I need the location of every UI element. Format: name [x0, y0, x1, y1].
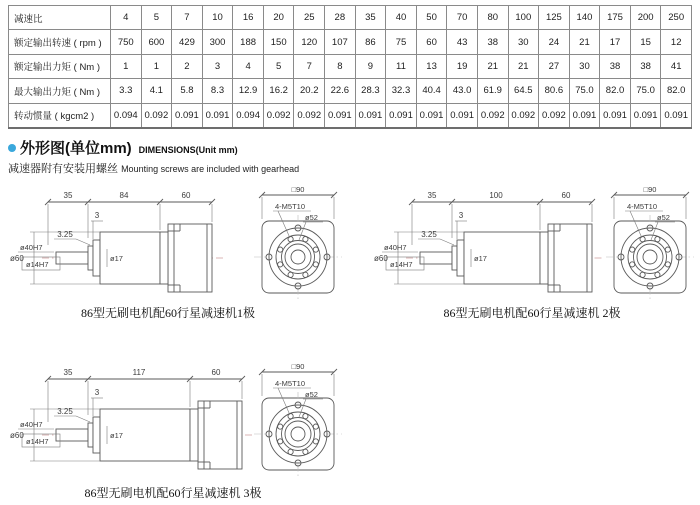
table-cell: 150 — [263, 30, 294, 54]
dim-body-dia-2: ø60 — [374, 254, 388, 263]
table-cell: 30 — [569, 54, 600, 78]
dim-gearbox-length-3: 117 — [132, 368, 146, 377]
dimensions-section-header — [8, 137, 428, 176]
table-cell: 64.5 — [508, 79, 539, 103]
table-cell: 70 — [447, 6, 478, 30]
table-cell: 0.091 — [569, 103, 600, 128]
row-label: 最大输出力矩 ( Nm ) — [9, 79, 111, 103]
table-cell: 0.092 — [294, 103, 325, 128]
dim-step-2: 3 — [458, 211, 464, 220]
table-cell: 100 — [508, 6, 539, 30]
table-cell: 75 — [386, 30, 417, 54]
table-cell: 0.091 — [630, 103, 661, 128]
row-label: 转动惯量 ( kgcm2 ) — [9, 103, 111, 128]
dim-square-3: □90 — [291, 362, 305, 371]
table-cell: 0.092 — [263, 103, 294, 128]
dim-hub-dia-2: ø40H7 — [384, 243, 407, 252]
spec-table-body — [9, 6, 692, 128]
table-cell: 12 — [661, 30, 692, 54]
drawing-caption-2: 86型无刷电机配60行星减速机 2极 — [443, 306, 621, 320]
table-cell: 75.0 — [630, 79, 661, 103]
dim-body-dia-1: ø60 — [10, 254, 24, 263]
table-cell: 0.092 — [539, 103, 570, 128]
table-cell: 12.9 — [233, 79, 264, 103]
table-cell: 22.6 — [325, 79, 356, 103]
dim-screws-1: 4-M5T10 — [275, 202, 306, 211]
table-cell: 0.091 — [386, 103, 417, 128]
table-cell: 140 — [569, 6, 600, 30]
table-cell: 0.091 — [416, 103, 447, 128]
table-cell: 0.094 — [233, 103, 264, 128]
dim-gearbox-length-1: 84 — [119, 191, 129, 200]
dim-square-1: □90 — [291, 185, 305, 194]
table-cell: 30 — [508, 30, 539, 54]
table-cell: 32.3 — [386, 79, 417, 103]
dim-pcd-2: ø52 — [657, 213, 670, 222]
table-cell: 429 — [172, 30, 203, 54]
table-cell: 20 — [263, 6, 294, 30]
table-cell: 21 — [508, 54, 539, 78]
table-row — [9, 54, 692, 78]
side-view-geometry-3 — [18, 376, 254, 469]
section-title: 外形图(单位mm) — [20, 140, 132, 157]
dim-step2-3: 3.25 — [57, 407, 73, 416]
dim-shaft-length-1: 35 — [63, 191, 73, 200]
table-cell: 8.3 — [202, 79, 233, 103]
table-cell: 250 — [661, 6, 692, 30]
table-cell: 15 — [630, 30, 661, 54]
table-cell: 80.6 — [539, 79, 570, 103]
dim-bore-dia-3: ø17 — [110, 431, 123, 440]
dim-hub-dia-3: ø40H7 — [20, 420, 43, 429]
table-cell: 17 — [600, 30, 631, 54]
table-cell: 21 — [569, 30, 600, 54]
table-cell: 43 — [447, 30, 478, 54]
table-cell: 75.0 — [569, 79, 600, 103]
table-cell: 11 — [386, 54, 417, 78]
table-cell: 600 — [141, 30, 172, 54]
dim-shaft-length-3: 35 — [63, 368, 73, 377]
dim-step-3: 3 — [94, 388, 100, 397]
table-cell: 0.091 — [661, 103, 692, 128]
table-cell: 13 — [416, 54, 447, 78]
table-cell: 20.2 — [294, 79, 325, 103]
table-cell: 5.8 — [172, 79, 203, 103]
table-cell: 7 — [172, 6, 203, 30]
table-cell: 9 — [355, 54, 386, 78]
table-cell: 24 — [539, 30, 570, 54]
table-cell: 1 — [111, 54, 142, 78]
section-note-zh: 减速器附有安装用螺丝 — [8, 163, 118, 175]
table-cell: 0.091 — [355, 103, 386, 128]
table-cell: 38 — [600, 54, 631, 78]
dim-step2-2: 3.25 — [421, 230, 437, 239]
table-row — [9, 6, 692, 30]
table-cell: 0.092 — [477, 103, 508, 128]
table-cell: 200 — [630, 6, 661, 30]
dim-step-1: 3 — [94, 211, 100, 220]
table-cell: 3.3 — [111, 79, 142, 103]
table-cell: 1 — [141, 54, 172, 78]
table-cell: 27 — [539, 54, 570, 78]
table-cell: 41 — [661, 54, 692, 78]
table-cell: 80 — [477, 6, 508, 30]
dim-screws-2: 4-M5T10 — [627, 202, 658, 211]
dim-bore-dia-1: ø17 — [110, 254, 123, 263]
dim-motor-length-2: 60 — [561, 191, 571, 200]
table-cell: 4 — [233, 54, 264, 78]
dim-shaft-dia-2: ø14H7 — [390, 260, 413, 269]
table-cell: 107 — [325, 30, 356, 54]
table-cell: 3 — [202, 54, 233, 78]
table-row — [9, 30, 692, 54]
table-cell: 38 — [477, 30, 508, 54]
dim-square-2: □90 — [643, 185, 657, 194]
table-cell: 0.094 — [111, 103, 142, 128]
side-view-geometry-2 — [382, 199, 604, 292]
row-label: 额定输出转速 ( rpm ) — [9, 30, 111, 54]
dim-gearbox-length-2: 100 — [489, 191, 503, 200]
table-cell: 0.091 — [600, 103, 631, 128]
dim-hub-dia-1: ø40H7 — [20, 243, 43, 252]
table-cell: 7 — [294, 54, 325, 78]
table-cell: 40.4 — [416, 79, 447, 103]
drawing-caption-3: 86型无刷电机配60行星减速机 3极 — [84, 486, 262, 500]
dim-pcd-3: ø52 — [305, 390, 318, 399]
side-view-geometry-1 — [18, 199, 224, 292]
table-cell: 61.9 — [477, 79, 508, 103]
dim-body-dia-3: ø60 — [10, 431, 24, 440]
table-cell: 5 — [141, 6, 172, 30]
table-cell: 120 — [294, 30, 325, 54]
table-cell: 40 — [386, 6, 417, 30]
dim-shaft-dia-3: ø14H7 — [26, 437, 49, 446]
dim-bore-dia-2: ø17 — [474, 254, 487, 263]
dim-motor-length-3: 60 — [211, 368, 221, 377]
dim-shaft-dia-1: ø14H7 — [26, 260, 49, 269]
table-cell: 25 — [294, 6, 325, 30]
table-cell: 300 — [202, 30, 233, 54]
dim-pcd-1: ø52 — [305, 213, 318, 222]
dim-step2-1: 3.25 — [57, 230, 73, 239]
table-cell: 82.0 — [661, 79, 692, 103]
table-cell: 38 — [630, 54, 661, 78]
table-cell: 28 — [325, 6, 356, 30]
dim-screws-3: 4-M5T10 — [275, 379, 306, 388]
spec-table — [8, 5, 692, 129]
table-cell: 0.091 — [202, 103, 233, 128]
table-cell: 188 — [233, 30, 264, 54]
table-cell: 21 — [477, 54, 508, 78]
table-cell: 50 — [416, 6, 447, 30]
table-cell: 16 — [233, 6, 264, 30]
drawing-caption-1: 86型无刷电机配60行星减速机1极 — [80, 306, 255, 320]
section-note-en: Mounting screws are included with gearhead — [121, 164, 300, 174]
table-cell: 0.091 — [172, 103, 203, 128]
dim-shaft-length-2: 35 — [427, 191, 437, 200]
table-cell: 10 — [202, 6, 233, 30]
table-cell: 82.0 — [600, 79, 631, 103]
table-cell: 28.3 — [355, 79, 386, 103]
table-cell: 60 — [416, 30, 447, 54]
row-label: 额定输出力矩 ( Nm ) — [9, 54, 111, 78]
table-cell: 0.092 — [141, 103, 172, 128]
table-cell: 0.092 — [508, 103, 539, 128]
table-cell: 125 — [539, 6, 570, 30]
section-title-en: DIMENSIONS(Unit mm) — [138, 144, 238, 155]
table-cell: 43.0 — [447, 79, 478, 103]
table-cell: 4.1 — [141, 79, 172, 103]
table-cell: 4 — [111, 6, 142, 30]
table-cell: 0.091 — [447, 103, 478, 128]
bullet-icon — [8, 144, 16, 152]
table-cell: 2 — [172, 54, 203, 78]
table-cell: 8 — [325, 54, 356, 78]
table-cell: 0.091 — [325, 103, 356, 128]
table-cell: 35 — [355, 6, 386, 30]
table-cell: 16.2 — [263, 79, 294, 103]
table-cell: 19 — [447, 54, 478, 78]
table-cell: 750 — [111, 30, 142, 54]
dim-motor-length-1: 60 — [181, 191, 191, 200]
table-cell: 5 — [263, 54, 294, 78]
table-cell: 86 — [355, 30, 386, 54]
table-cell: 175 — [600, 6, 631, 30]
table-row — [9, 103, 692, 128]
table-row — [9, 79, 692, 103]
row-label: 减速比 — [9, 6, 111, 30]
